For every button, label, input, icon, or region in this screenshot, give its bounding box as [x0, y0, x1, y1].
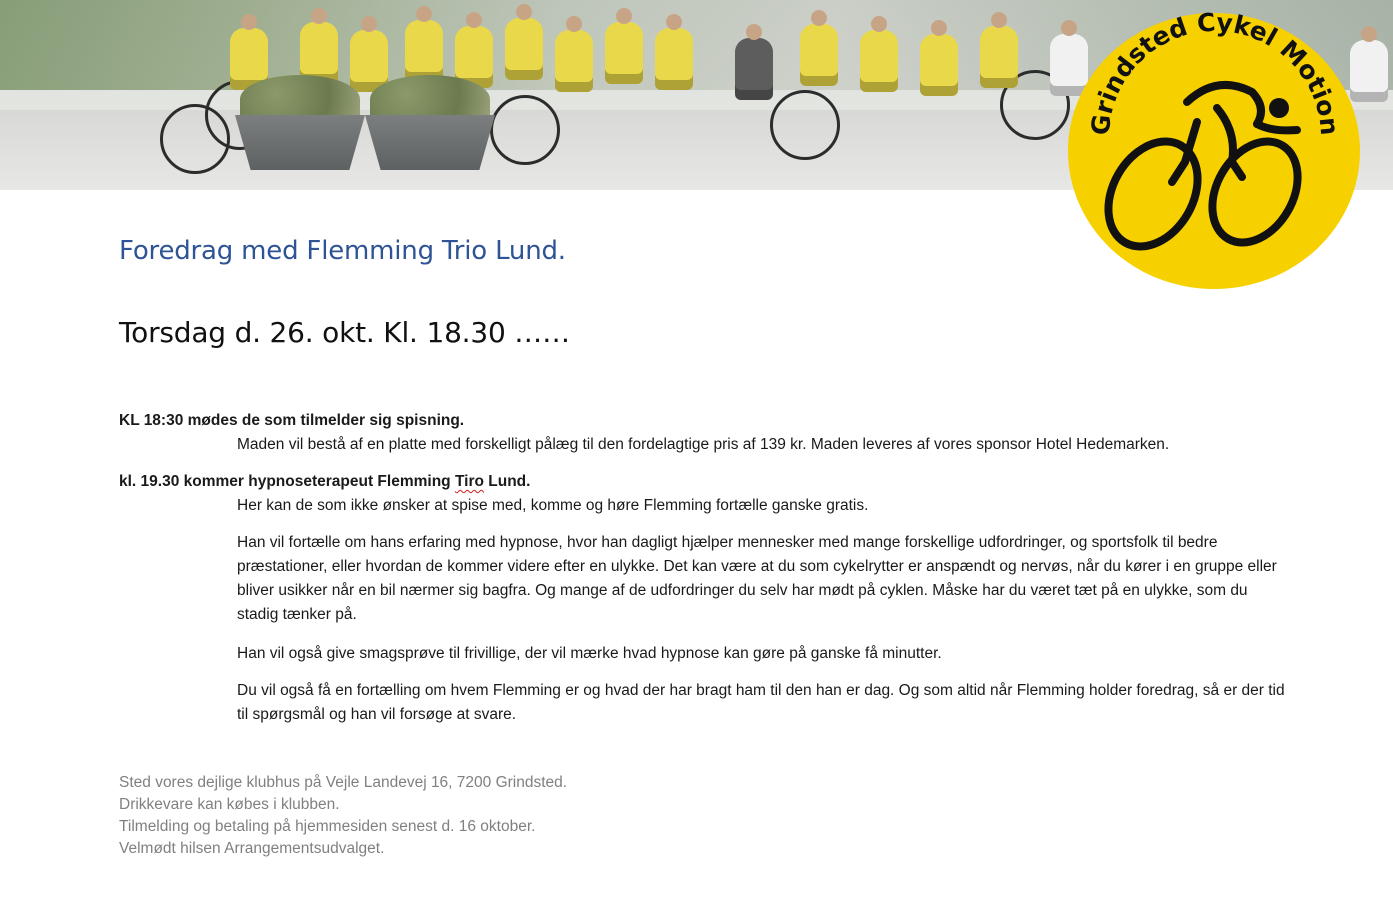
spellcheck-marked-word: Tiro — [454, 473, 484, 490]
cyclist — [505, 18, 543, 80]
cyclist — [350, 30, 388, 92]
logo-circle — [1068, 13, 1360, 289]
logo-text: Grindsted Cykel Motion — [1085, 12, 1345, 137]
planter — [365, 115, 495, 170]
talk-heading-start: kl. 19.30 kommer hypnoseterapeut Flemming — [119, 473, 455, 490]
bicycle-wheel — [490, 95, 560, 165]
footer-location: Sted vores dejlige klubhus på Vejle Landevej 16, 7200 Grindsted. — [119, 774, 568, 791]
cyclist — [800, 24, 838, 86]
cyclist — [655, 28, 693, 90]
talk-paragraph-experience: Han vil fortælle om hans erfaring med hypnose, hvor han dagligt hjælper mennesker med mange forskellige udfordringer, og sportsfolk til bedre præstationer, eller hvordan de kommer videre efter en ulykke. Det kan være at du som cykelrytter er anspændt og nervøs, når du kører i en gruppe eller bliver usikker når en bil nærmer sig bagfra. Og mange af de udfordringer du selv har mødt på cyklen. Måske har du været tæt på en ulykke, som du stadig tænker på. — [237, 534, 1277, 623]
talk-paragraph-story: Du vil også få en fortælling om hvem Flemming er og hvad der har bragt ham til den han er dag. Og som altid når Flemming holder foredrag, så er der tid til spørgsmål og han vil forsøge at svare. — [237, 682, 1285, 723]
cyclist — [860, 30, 898, 92]
dinner-description: Maden vil bestå af en platte med forskelligt pålæg til den fordelagtige pris af 139 kr. Maden leveres af vores sponsor Hotel Hedemarken. — [237, 436, 1170, 453]
cyclist — [405, 20, 443, 82]
planter — [235, 115, 365, 170]
event-date: Torsdag d. 26. okt. Kl. 18.30 …… — [119, 316, 570, 349]
cyclist-head — [1269, 98, 1289, 118]
cyclist — [605, 22, 643, 84]
footer-signature: Velmødt hilsen Arrangementsudvalget. — [119, 840, 385, 857]
cyclist — [920, 34, 958, 96]
talk-heading-end: Lund. — [483, 473, 531, 490]
cyclist — [980, 26, 1018, 88]
footer-drinks: Drikkevare kan købes i klubben. — [119, 796, 340, 813]
talk-paragraph-free: Her kan de som ikke ønsker at spise med, komme og høre Flemming fortælle ganske gratis. — [237, 497, 869, 514]
cyclist — [555, 30, 593, 92]
dinner-heading: KL 18:30 mødes de som tilmelder sig spisning. — [119, 412, 465, 429]
talk-paragraph-demo: Han vil også give smagsprøve til frivillige, der vil mærke hvad hypnose kan gøre på ganske få minutter. — [237, 645, 942, 662]
footer-signup: Tilmelding og betaling på hjemmesiden senest d. 16 oktober. — [119, 818, 536, 835]
talk-heading — [119, 470, 530, 494]
page-title: Foredrag med Flemming Trio Lund. — [119, 236, 566, 266]
bicycle-wheel — [770, 90, 840, 160]
club-logo — [1067, 12, 1361, 290]
cyclist — [735, 38, 773, 100]
